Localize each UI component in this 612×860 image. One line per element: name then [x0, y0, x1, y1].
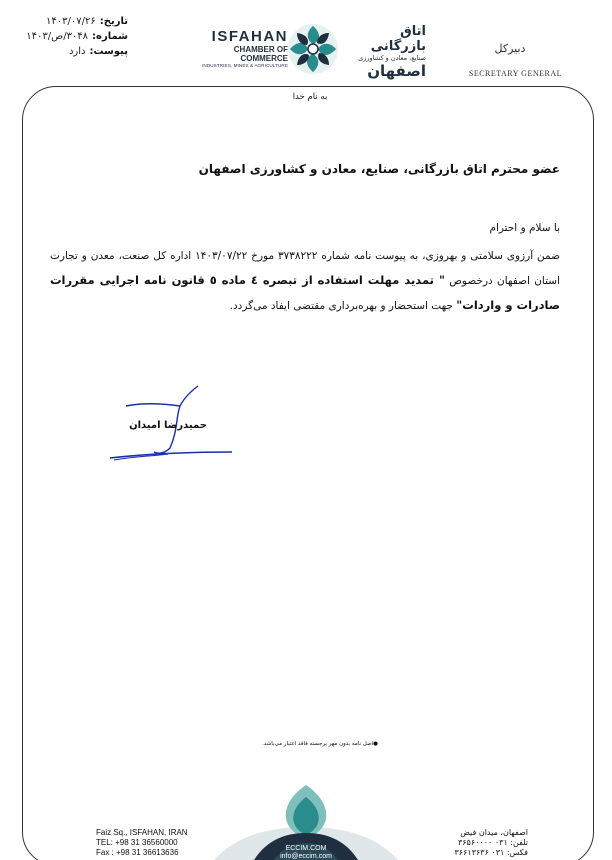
addressee: عضو محترم اتاق بازرگانی، صنایع، معادن و کشاورزی اصفهان	[198, 162, 560, 176]
footer-fa-tel: تلفن: ۰۳۱ ۳۶۵۶۰۰۰۰	[457, 838, 528, 847]
letter-meta	[8, 14, 128, 59]
logo-en-line1: ISFAHAN	[211, 28, 288, 45]
footer-persian-contact	[388, 828, 528, 858]
chamber-emblem-icon	[286, 22, 340, 76]
meta-date	[8, 14, 128, 29]
footer-en-address: Faiz Sq., ISFAHAN, IRAN	[96, 828, 188, 837]
meta-number-label: شماره:	[92, 31, 128, 42]
logo-fa-line1: اتاق بازرگانی	[370, 24, 426, 54]
meta-attachment-value: دارد	[68, 46, 86, 57]
body-part1: ضمن آرزوی سلامتی و بهروزی، به پیوست نامه شماره ۳۷۳۸۲۲۲ مورخ ۱۴۰۳/۰۷/۲۲ اداره کل صنعت، معدن و تجارت استان اصفهان درخصوص	[50, 250, 560, 287]
logo-en-line3: INDUSTRIES, MINES & AGRICULTURE	[202, 63, 288, 68]
meta-date-label: تاریخ:	[99, 16, 128, 27]
logo-en-line2: CHAMBER OF COMMERCE	[233, 45, 288, 63]
meta-number-value: ۳۰۴۸/ص/۱۴۰۳	[26, 31, 89, 42]
footer-fa-fax: فکس: ۰۳۱ ۳۶۶۱۳۶۳۶	[454, 848, 528, 857]
footer-fa-address: اصفهان، میدان فیض	[460, 828, 528, 837]
logo-fa-line2: صنایع، معادن و کشاورزی	[358, 54, 426, 62]
signer-name: حمیدرضا امیدان	[129, 420, 207, 431]
footer-en-tel: TEL: +98 31 36560000	[96, 838, 178, 847]
logo-fa-line3: اصفهان	[367, 62, 426, 80]
footer-website: ECCIM.COM	[285, 845, 327, 852]
secretary-general-en: SECRETARY GENERAL	[468, 69, 562, 78]
secretary-general-fa-wrap	[460, 42, 560, 55]
footer-web	[266, 845, 346, 860]
secretary-general-fa: دبیرکل	[494, 42, 526, 55]
signature	[106, 382, 236, 466]
body-part2: جهت استحضار و بهره‌برداری مقتضی ایفاد می‌گردد.	[229, 300, 457, 312]
footer-email: info@eccim.com	[280, 853, 332, 860]
logo-persian	[342, 24, 426, 80]
meta-number	[8, 29, 128, 44]
greeting: با سلام و احترام	[489, 222, 560, 234]
meta-attachment-label: پیوست:	[89, 46, 128, 57]
chamber-logo	[196, 20, 426, 78]
footer-en-fax: Fax : +98 31 36613636	[96, 848, 179, 857]
meta-attachment	[8, 44, 128, 59]
letter-body	[50, 244, 560, 318]
bismillah: به نام خدا	[292, 92, 328, 102]
secretary-general-en-wrap	[462, 63, 562, 78]
validity-note: ●اصل نامه بدون مهر برجسته فاقد اعتبار می‌باشد.	[262, 741, 378, 747]
body-subject: " تمدید مهلت استفاده از تبصره ٤ ماده ٥ قانون نامه اجرایی مقررات صادرات و واردات"	[50, 273, 560, 312]
meta-date-value: ۱۴۰۳/۰۷/۲۶	[46, 16, 96, 27]
logo-english	[196, 28, 288, 68]
